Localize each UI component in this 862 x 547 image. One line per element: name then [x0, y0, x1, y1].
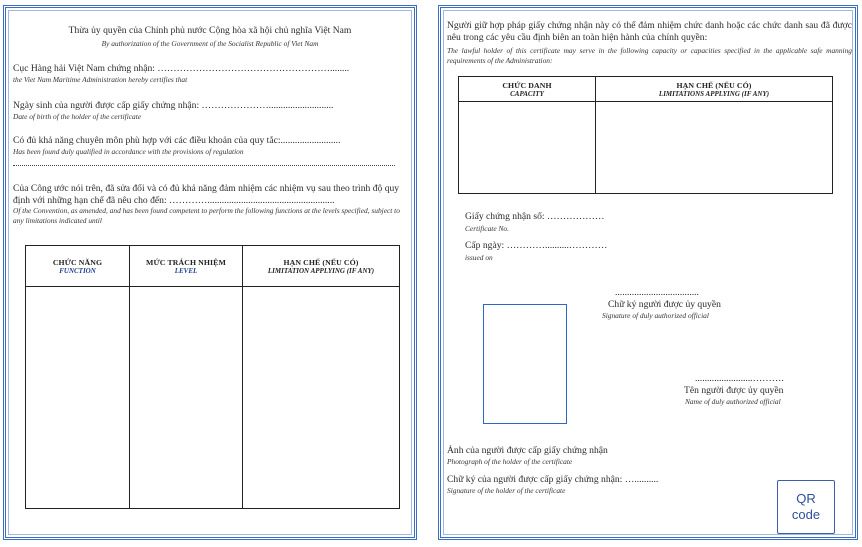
level-cell	[130, 287, 243, 509]
certificate-left-page	[3, 5, 417, 540]
issued-on-en: issued on	[465, 253, 493, 262]
official-name-vn: Tên người được ủy quyền	[684, 385, 784, 396]
lawful-holder-intro-en: The lawful holder of this certificate may serve in the following capacity or capacities specified in the applicable safe manning requirements of the Administration:	[447, 46, 852, 65]
qr-label-line2: code	[791, 507, 821, 522]
capacity-header-en: CAPACITY	[510, 89, 544, 98]
functions-table	[25, 245, 400, 509]
limitation-column-header	[243, 246, 400, 287]
official-signature-vn: Chữ ký người được ủy quyền	[608, 299, 721, 310]
issued-on-vn: Cấp ngày: …………..........…………	[465, 240, 608, 251]
limitation-header-en: LIMITATION APPLYING (IF ANY)	[267, 266, 375, 275]
holder-photo-label-en: Photograph of the holder of the certificate	[447, 457, 573, 466]
convention-functions-en: Of the Convention, as amended, and has been found competent to perform the following functions at the levels specified, subject to any limitations indicated until	[13, 206, 400, 225]
certificate-no-en: Certificate No.	[465, 224, 509, 233]
limitations-column-header	[596, 77, 833, 102]
holder-signature-vn: Chữ ký của người được cấp giấy chứng nhận: …..........	[447, 474, 659, 485]
function-column-header	[26, 246, 130, 287]
level-header-vn: MỨC TRÁCH NHIỆM	[146, 257, 226, 267]
function-header-en: FUNCTION	[59, 266, 96, 275]
limitations-cell	[596, 102, 833, 194]
functions-table-body-row	[26, 287, 400, 509]
date-of-birth-en: Date of birth of the holder of the certificate	[13, 112, 142, 121]
level-column-header	[130, 246, 243, 287]
capacity-table-body-row	[459, 102, 833, 194]
header-en: By authorization of the Government of the Socialist Republic of Viet Nam	[101, 39, 319, 48]
level-header-en: LEVEL	[174, 266, 198, 275]
header-vn: Thừa ủy quyền của Chính phủ nước Cộng hòa xã hội chủ nghĩa Việt Nam	[68, 25, 352, 36]
functions-table-header	[26, 246, 400, 287]
function-cell	[26, 287, 130, 509]
capacity-cell	[459, 102, 596, 194]
limitation-cell	[243, 287, 400, 509]
official-name-en: Name of duly authorized official	[685, 397, 781, 406]
maritime-admin-certifies-en: the Viet Nam Maritime Administration hereby certifies that	[13, 75, 188, 84]
limitations-header-vn: HẠN CHẾ (NẾU CÓ)	[676, 80, 752, 90]
blank-dotted-line	[13, 165, 395, 166]
holder-signature-en: Signature of the holder of the certificate	[447, 486, 566, 495]
holder-photo-label-vn: Ảnh của người được cấp giấy chứng nhận	[447, 445, 608, 456]
lawful-holder-intro-vn: Người giữ hợp pháp giấy chứng nhận này có thể đảm nhiệm chức danh hoặc các chức danh sau đã được nêu trong các yêu cầu định biên an toàn hiện hành của chính quyền:	[447, 20, 852, 43]
convention-functions-vn: Của Công ước nói trên, đã sửa đổi và có đủ khả năng đảm nhiệm các nhiệm vụ sau theo trình độ quy định với những hạn chế đã nêu cho đến: ………….....................................................	[13, 183, 400, 206]
qr-code-placeholder	[777, 480, 835, 534]
capacity-column-header	[459, 77, 596, 102]
official-name-dots: ........................……….	[695, 373, 784, 384]
function-header-vn: CHỨC NĂNG	[52, 257, 103, 267]
capacity-header-vn: CHỨC DANH	[502, 80, 552, 90]
photo-placeholder	[483, 304, 567, 424]
qualified-regulation-vn: Có đủ khả năng chuyên môn phù hợp với các điều khoản của quy tắc:.........................	[13, 135, 341, 146]
capacity-table	[458, 76, 833, 194]
certificate-right-page	[438, 5, 858, 540]
certificate-no-vn: Giấy chứng nhận số: ………………	[465, 211, 605, 222]
date-of-birth-vn: Ngày sinh của người được cấp giấy chứng nhận: …………………...........................	[13, 100, 334, 111]
qualified-regulation-en: Has been found duly qualified in accordance with the provisions of regulation	[13, 147, 244, 156]
maritime-admin-certifies-vn: Cục Hàng hải Việt Nam chứng nhận: ………………………………………………........	[13, 63, 350, 74]
official-signature-en: Signature of duly authorized official	[602, 311, 709, 320]
capacity-table-header	[459, 77, 833, 102]
official-signature-dots: ...................................	[615, 287, 699, 298]
qr-label-line1: QR	[796, 490, 816, 506]
limitations-header-en: LIMITATIONS APPLYING (IF ANY)	[658, 89, 770, 98]
limitation-header-vn: HẠN CHẾ (NẾU CÓ)	[283, 257, 359, 267]
